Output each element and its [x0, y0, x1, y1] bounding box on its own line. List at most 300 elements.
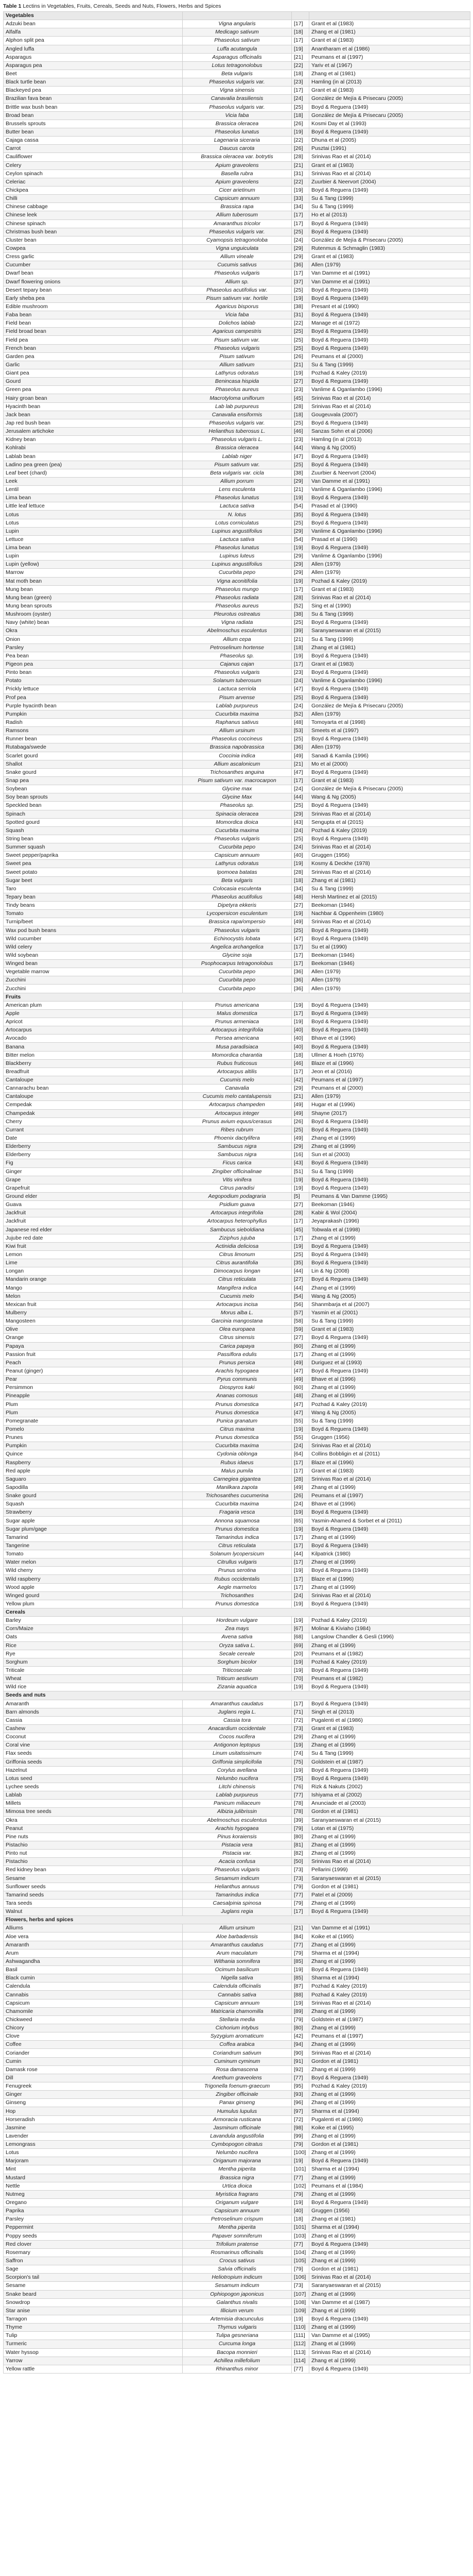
source-cell: Boyd & Reguera (1949) [309, 336, 470, 344]
table-row [4, 1334, 470, 1342]
common-name-cell: Triticale [4, 1666, 183, 1674]
source-cell: Molinar & Kiviaho (1984) [309, 1625, 470, 1633]
reference-cell: [73] [292, 1874, 309, 1883]
source-cell: Zhang et al (1999) [309, 2307, 470, 2315]
table-row [4, 1259, 470, 1267]
common-name-cell: Mango [4, 1284, 183, 1292]
common-name-cell: Avocado [4, 1035, 183, 1043]
source-cell: Grant et al (1983) [309, 37, 470, 45]
scientific-name-cell: Abelmoschus esculentus [183, 1816, 292, 1824]
common-name-cell: Melon [4, 1292, 183, 1300]
source-cell: Pozhad & Kaley (2019) [309, 1991, 470, 1999]
table-row [4, 436, 470, 444]
reference-cell: [21] [292, 53, 309, 61]
source-cell: Kabir & Wol (2004) [309, 1209, 470, 1217]
common-name-cell: Brittle wax bush bean [4, 103, 183, 111]
reference-cell: [77] [292, 1941, 309, 1949]
table-row [4, 1883, 470, 1891]
source-cell: Su & Tang (1999) [309, 195, 470, 203]
scientific-name-cell: Mentha piperita [183, 2224, 292, 2232]
reference-cell: [49] [292, 1109, 309, 1117]
source-cell: Kilpatrick (1980) [309, 1550, 470, 1558]
reference-cell: [17] [292, 1217, 309, 1226]
common-name-cell: Zucchini [4, 985, 183, 993]
scientific-name-cell: Phaseolus vulgaris [183, 835, 292, 843]
common-name-cell: Lettuce [4, 535, 183, 544]
table-row [4, 860, 470, 868]
reference-cell: [19] [292, 1600, 309, 1608]
table-row [4, 319, 470, 328]
reference-cell: [23] [292, 436, 309, 444]
table-row [4, 818, 470, 826]
source-cell: Srinivas Rao et al (2014) [309, 843, 470, 852]
scientific-name-cell: Echinocystis lobata [183, 935, 292, 943]
common-name-cell: Mung bean (green) [4, 594, 183, 602]
common-name-cell: Green pea [4, 386, 183, 394]
table-row [4, 111, 470, 120]
common-name-cell: Chamomile [4, 2007, 183, 2015]
common-name-cell: Flax seeds [4, 1750, 183, 1758]
table-row [4, 1949, 470, 1957]
scientific-name-cell: Cuminum cyminum [183, 2057, 292, 2065]
source-cell: Boyd & Reguera (1949) [309, 835, 470, 843]
scientific-name-cell: Coccinia indica [183, 752, 292, 760]
common-name-cell: Black turtle bean [4, 78, 183, 87]
common-name-cell: Okra [4, 1816, 183, 1824]
table-row [4, 302, 470, 311]
source-cell: González de Mejía & Prisecaru (2005) [309, 111, 470, 120]
reference-cell: [47] [292, 452, 309, 461]
reference-cell: [49] [292, 752, 309, 760]
table-row [4, 170, 470, 178]
scientific-name-cell: Lagenaria siceraria [183, 137, 292, 145]
reference-cell: [25] [292, 103, 309, 111]
common-name-cell: Peach [4, 1359, 183, 1367]
reference-cell: [19] [292, 45, 309, 53]
reference-cell: [57] [292, 1309, 309, 1317]
scientific-name-cell: Withania somnifera [183, 1957, 292, 1965]
source-cell: Wang & Ng (2005) [309, 793, 470, 802]
source-cell: González de Mejía & Prisecaru (2005) [309, 236, 470, 244]
scientific-name-cell: Heliotropium indicum [183, 2274, 292, 2282]
source-cell: Su & Tang (1999) [309, 203, 470, 211]
reference-cell: [64] [292, 1450, 309, 1459]
table-row [4, 1018, 470, 1026]
source-cell: Zhang et al (1999) [309, 1741, 470, 1750]
scientific-name-cell: Lupinus luteus [183, 552, 292, 561]
source-cell: Boyd & Reguera (1949) [309, 1425, 470, 1433]
table-row [4, 419, 470, 427]
scientific-name-cell: Canavalia [183, 1084, 292, 1093]
common-name-cell: Dwarf bean [4, 269, 183, 278]
table-row [4, 1101, 470, 1109]
scientific-name-cell: Allium sativum [183, 361, 292, 369]
common-name-cell: Mat moth bean [4, 577, 183, 585]
common-name-cell: Ashwagandha [4, 1957, 183, 1965]
table-row [4, 1442, 470, 1450]
table-row [4, 95, 470, 103]
source-cell: Van Damme et al (1991) [309, 269, 470, 278]
scientific-name-cell: Ocimum basilicum [183, 1966, 292, 1974]
common-name-cell: Leek [4, 477, 183, 485]
table-row [4, 627, 470, 635]
common-name-cell: Peanut (ginger) [4, 1367, 183, 1375]
common-name-cell: Shallot [4, 760, 183, 768]
table-row [4, 1567, 470, 1575]
table-row [4, 635, 470, 643]
source-cell: Zuurbier & Neervort (2004) [309, 178, 470, 186]
header-cell [292, 12, 309, 20]
common-name-cell: Soy bean sprouts [4, 793, 183, 802]
reference-cell: [72] [292, 2115, 309, 2124]
table-row [4, 893, 470, 901]
table-row [4, 1167, 470, 1176]
scientific-name-cell: Petroselinum crispum [183, 2215, 292, 2224]
common-name-cell: Turmeric [4, 2340, 183, 2348]
scientific-name-cell: Fragaria vesca [183, 1509, 292, 1517]
source-cell: Saranyaeswaran et al (2015) [309, 1874, 470, 1883]
source-cell: Boyd & Reguera (1949) [309, 1250, 470, 1259]
scientific-name-cell: Anethum graveolens [183, 2074, 292, 2082]
table-row [4, 1550, 470, 1558]
common-name-cell: Sweet pea [4, 860, 183, 868]
scientific-name-cell: Humulus lupulus [183, 2107, 292, 2115]
scientific-name-cell: Phaseolus sativum [183, 37, 292, 45]
table-row [4, 1517, 470, 1525]
common-name-cell: Sweet pepper/paprika [4, 852, 183, 860]
table-row [4, 2315, 470, 2323]
common-name-cell: Yarrow [4, 2357, 183, 2365]
common-name-cell: Lupin [4, 527, 183, 535]
section-title: Flowers, herbs and spices [4, 1916, 470, 1924]
common-name-cell: Ginger [4, 1167, 183, 1176]
source-cell: Zhang et al (1999) [309, 2340, 470, 2348]
scientific-name-cell: Pisum sativum var. [183, 336, 292, 344]
source-cell: Collins Bobbligin et al (2011) [309, 1450, 470, 1459]
reference-cell: [18] [292, 2215, 309, 2224]
scientific-name-cell: Phoenix dactylifera [183, 1134, 292, 1142]
reference-cell: [40] [292, 1035, 309, 1043]
scientific-name-cell: Citrus maxima [183, 1425, 292, 1433]
common-name-cell: Apricot [4, 1018, 183, 1026]
reference-cell: [23] [292, 669, 309, 677]
common-name-cell: Mung bean sprouts [4, 602, 183, 610]
scientific-name-cell: Punica granatum [183, 1417, 292, 1425]
reference-cell: [25] [292, 228, 309, 236]
source-cell: Zhang et al (1999) [309, 2324, 470, 2332]
common-name-cell: Grape [4, 1176, 183, 1184]
source-cell: Goldstein et al (1987) [309, 2015, 470, 2024]
scientific-name-cell: Cyamopsis tetragonoloba [183, 236, 292, 244]
source-cell: Boyd & Reguera (1949) [309, 186, 470, 194]
source-cell: Goldstein et al (1987) [309, 1758, 470, 1766]
source-cell: Allen (1979) [309, 561, 470, 569]
table-row [4, 1874, 470, 1883]
reference-cell: [17] [292, 37, 309, 45]
reference-cell: [40] [292, 852, 309, 860]
scientific-name-cell: Pleurotus ostreatus [183, 611, 292, 619]
reference-cell: [56] [292, 1300, 309, 1309]
source-cell: Boyd & Reguera (1949) [309, 1908, 470, 1916]
scientific-name-cell: Allium ursinum [183, 727, 292, 735]
source-cell: Jeyaprakash (1996) [309, 1217, 470, 1226]
table-row [4, 2065, 470, 2074]
scientific-name-cell: Prunus domestica [183, 1409, 292, 1417]
reference-cell: [24] [292, 1591, 309, 1600]
common-name-cell: Pigeon pea [4, 660, 183, 668]
source-cell: Boyd & Reguera (1949) [309, 461, 470, 469]
reference-cell: [19] [292, 1525, 309, 1533]
source-cell: Pellarini (1999) [309, 1866, 470, 1874]
source-cell: Sing et al (1990) [309, 602, 470, 610]
common-name-cell: Rosemary [4, 2248, 183, 2257]
table-row [4, 228, 470, 236]
scientific-name-cell: Cicer arietinum [183, 186, 292, 194]
common-name-cell: Date [4, 1134, 183, 1142]
reference-cell: [29] [292, 552, 309, 561]
source-cell: Saranyaeswaran et al (2015) [309, 1816, 470, 1824]
common-name-cell: Marjoram [4, 2157, 183, 2165]
reference-cell: [75] [292, 1774, 309, 1783]
table-row [4, 1317, 470, 1326]
reference-cell: [53] [292, 727, 309, 735]
scientific-name-cell: Antigonon leptopus [183, 1741, 292, 1750]
source-cell: Gruggen (1956) [309, 2207, 470, 2215]
reference-cell: [19] [292, 1766, 309, 1774]
scientific-name-cell: Phaseolus vulgaris var. [183, 78, 292, 87]
reference-cell: [19] [292, 1741, 309, 1750]
table-row [4, 45, 470, 53]
reference-cell: [44] [292, 793, 309, 802]
scientific-name-cell: Papaver somniferum [183, 2232, 292, 2240]
scientific-name-cell: Raphanus sativus [183, 718, 292, 726]
reference-cell: [54] [292, 502, 309, 511]
table-row [4, 211, 470, 219]
source-cell: González de Mejía & Prisecaru (2005) [309, 95, 470, 103]
reference-cell: [23] [292, 78, 309, 87]
reference-cell: [37] [292, 278, 309, 286]
table-row [4, 2257, 470, 2265]
source-cell: Peumans et al (1997) [309, 1492, 470, 1500]
common-name-cell: Pine nuts [4, 1833, 183, 1841]
scientific-name-cell: Rubus idaeus [183, 1459, 292, 1467]
source-cell: Allen (1979) [309, 710, 470, 718]
source-cell: Blaze et al (1996) [309, 1459, 470, 1467]
table-row [4, 1035, 470, 1043]
table-row [4, 1492, 470, 1500]
table-row [4, 1708, 470, 1716]
scientific-name-cell: Apium graveolens [183, 161, 292, 170]
table-row [4, 494, 470, 502]
table-row [4, 1409, 470, 1417]
common-name-cell: Red clover [4, 2240, 183, 2248]
table-row [4, 2357, 470, 2365]
table-row [4, 760, 470, 768]
common-name-cell: Coral vine [4, 1741, 183, 1750]
scientific-name-cell: Prunus domestica [183, 1400, 292, 1409]
reference-cell: [79] [292, 2265, 309, 2274]
common-name-cell: Cress garlic [4, 253, 183, 261]
table-row [4, 2074, 470, 2082]
scientific-name-cell: Syzygium aromaticum [183, 2032, 292, 2041]
source-cell: Vanlime & Oganlambo (1996) [309, 552, 470, 561]
source-cell: Zhang et al (1999) [309, 2065, 470, 2074]
common-name-cell: Papaya [4, 1342, 183, 1350]
reference-cell: [78] [292, 1800, 309, 1808]
scientific-name-cell: Manilkara zapota [183, 1483, 292, 1492]
source-cell: Zhang et al (1999) [309, 1350, 470, 1359]
table-row [4, 1434, 470, 1442]
table-row [4, 186, 470, 194]
scientific-name-cell: Artocarpus incisa [183, 1300, 292, 1309]
source-cell: Srinivas Rao et al (2014) [309, 810, 470, 818]
scientific-name-cell: Phaseolus acutifolius var. [183, 286, 292, 294]
common-name-cell: Cantaloupe [4, 1093, 183, 1101]
table-row [4, 2157, 470, 2165]
reference-cell: [93] [292, 2091, 309, 2099]
scientific-name-cell: Capsicum annuum [183, 852, 292, 860]
scientific-name-cell: Garcinia mangostana [183, 1317, 292, 1326]
scientific-name-cell: Pisum sativum var. macrocarpon [183, 776, 292, 785]
source-cell: Grant et al (1983) [309, 20, 470, 28]
common-name-cell: Lupin (yellow) [4, 561, 183, 569]
source-cell: Allen (1979) [309, 569, 470, 577]
source-cell: Su & Tang (1999) [309, 885, 470, 893]
common-name-cell: Scorpion's tail [4, 2274, 183, 2282]
table-row [4, 294, 470, 302]
table-row [4, 2165, 470, 2174]
source-cell: Srinivas Rao et al (2014) [309, 868, 470, 876]
source-cell: Smeets et al (1997) [309, 727, 470, 735]
source-cell: Peumans & Van Damme (1995) [309, 1192, 470, 1200]
scientific-name-cell: Artemisia dracunculus [183, 2315, 292, 2323]
reference-cell: [106] [292, 2274, 309, 2282]
common-name-cell: Pear [4, 1376, 183, 1384]
table-row [4, 203, 470, 211]
scientific-name-cell: Lablab niger [183, 452, 292, 461]
scientific-name-cell: Cucumis melo [183, 1292, 292, 1300]
table-row [4, 411, 470, 419]
table-row [4, 286, 470, 294]
reference-cell: [20] [292, 1650, 309, 1658]
common-name-cell: Wild soybean [4, 951, 183, 959]
common-name-cell: Apple [4, 1009, 183, 1018]
common-name-cell: Cajaga cassa [4, 137, 183, 145]
table-row [4, 643, 470, 652]
table-row [4, 1966, 470, 1974]
table-row [4, 852, 470, 860]
table-row [4, 585, 470, 594]
common-name-cell: Lychee seeds [4, 1783, 183, 1791]
reference-cell: [43] [292, 1159, 309, 1167]
lectin-table [3, 11, 470, 2374]
table-row [4, 561, 470, 569]
reference-cell: [38] [292, 469, 309, 477]
table-row [4, 37, 470, 45]
scientific-name-cell: Allium ascalonicum [183, 760, 292, 768]
reference-cell: [28] [292, 402, 309, 411]
scientific-name-cell: Lactuca serriola [183, 685, 292, 693]
reference-cell: [28] [292, 1475, 309, 1483]
common-name-cell: Arum [4, 1949, 183, 1957]
source-cell: Singh et al (2013) [309, 1708, 470, 1716]
table-row [4, 710, 470, 718]
section-row [4, 1608, 470, 1617]
scientific-name-cell: Brassica oleracea var. botrytis [183, 153, 292, 161]
scientific-name-cell: Macrotyloma uniflorum [183, 394, 292, 402]
common-name-cell: Mexican fruit [4, 1300, 183, 1309]
common-name-cell: Soybean [4, 785, 183, 793]
scientific-name-cell: Lablab purpureus [183, 702, 292, 710]
table-row [4, 527, 470, 535]
source-cell: Gruggen (1956) [309, 852, 470, 860]
table-row [4, 1417, 470, 1425]
table-row [4, 2198, 470, 2207]
table-row [4, 145, 470, 153]
reference-cell: [18] [292, 28, 309, 37]
common-name-cell: Prickly lettuce [4, 685, 183, 693]
common-name-cell: Kohlrabi [4, 444, 183, 452]
source-cell: Boyd & Reguera (1949) [309, 328, 470, 336]
source-cell: Srinivas Rao et al (2014) [309, 1591, 470, 1600]
source-cell: Hersh Martinez et al (2015) [309, 893, 470, 901]
reference-cell: [38] [292, 611, 309, 619]
reference-cell: [17] [292, 943, 309, 951]
source-cell: Grant et al (1983) [309, 87, 470, 95]
scientific-name-cell: Citrullus vulgaris [183, 1558, 292, 1567]
common-name-cell: Jasmine [4, 2124, 183, 2132]
common-name-cell: Angled luffa [4, 45, 183, 53]
scientific-name-cell: Sambucus nigra [183, 1151, 292, 1159]
scientific-name-cell: Olea europaea [183, 1326, 292, 1334]
common-name-cell: Wild celery [4, 943, 183, 951]
source-cell: Duriguez et al (1993) [309, 1359, 470, 1367]
source-cell: Rizk & Nakuts (2002) [309, 1783, 470, 1791]
source-cell: Ho et al (2013) [309, 211, 470, 219]
table-row [4, 702, 470, 710]
common-name-cell: Mushroom (oyster) [4, 611, 183, 619]
source-cell: Boyd & Reguera (1949) [309, 228, 470, 236]
source-cell: Zhang et al (1999) [309, 1234, 470, 1242]
table-row [4, 1326, 470, 1334]
table-row [4, 611, 470, 619]
reference-cell: [24] [292, 95, 309, 103]
common-name-cell: Yellow rattle [4, 2365, 183, 2373]
scientific-name-cell: Glycine soja [183, 951, 292, 959]
reference-cell: [19] [292, 1666, 309, 1674]
reference-cell: [26] [292, 145, 309, 153]
scientific-name-cell: Colocasia esculenta [183, 885, 292, 893]
source-cell: Zhang et al (1999) [309, 2041, 470, 2049]
common-name-cell: Yellow plum [4, 1600, 183, 1608]
scientific-name-cell: Cymbopogon citratus [183, 2141, 292, 2149]
common-name-cell: Butter bean [4, 128, 183, 136]
common-name-cell: Lotus [4, 2149, 183, 2157]
table-body [4, 20, 470, 2374]
common-name-cell: Raspberry [4, 1459, 183, 1467]
common-name-cell: Plum [4, 1409, 183, 1417]
scientific-name-cell: Phaseolus aureus [183, 386, 292, 394]
scientific-name-cell: Pisum sativum var. hortile [183, 294, 292, 302]
scientific-name-cell: Salvia officinalis [183, 2265, 292, 2274]
table-row [4, 2041, 470, 2049]
common-name-cell: Wild rice [4, 1683, 183, 1691]
common-name-cell: Onion [4, 635, 183, 643]
common-name-cell: Chickweed [4, 2015, 183, 2024]
common-name-cell: Ladino pea green (pea) [4, 461, 183, 469]
source-cell: Boyd & Reguera (1949) [309, 344, 470, 352]
table-row [4, 253, 470, 261]
